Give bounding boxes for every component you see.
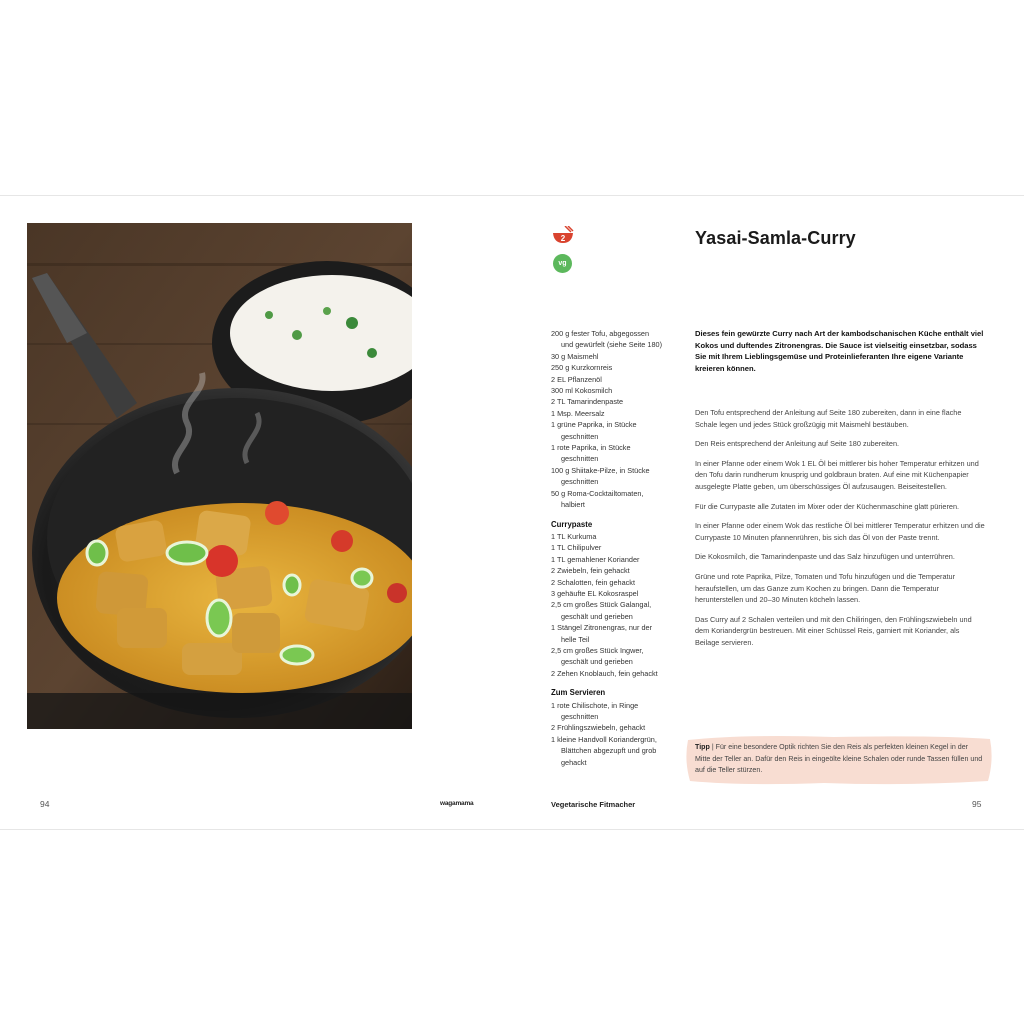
currypaste-heading: Currypaste: [551, 519, 593, 529]
vegan-badge-icon: vg: [553, 254, 572, 273]
ingredient-item: [551, 351, 676, 362]
ingredient-item: [551, 531, 676, 542]
ingredient-line: 1 TL Chilipulver: [551, 543, 602, 553]
recipe-step: Das Curry auf 2 Schalen verteilen und mit den Chiliringen, den Frühlingszwiebeln und dem Koriandergrün bestreuen. Mit einer Schüssel Reis, garniert mit Koriander, als Beilage servieren.: [695, 614, 972, 647]
ingredient-line: 2 TL Tamarindenpaste: [551, 397, 624, 407]
ingredient-item: [551, 565, 676, 576]
curry-photo: [27, 223, 412, 729]
ingredient-line: 2 Zwiebeln, fein gehackt: [551, 566, 630, 576]
ingredient-line-continued: geschnitten: [561, 454, 599, 464]
ingredient-line-continued: Blättchen abgezupft und grob gehackt: [561, 746, 657, 767]
ingredient-line: 2,5 cm großes Stück Galangal,: [551, 600, 652, 610]
tip-text: Für eine besondere Optik richten Sie den Reis als perfekten kleinen Kegel in der Mitte der Teller an. Dafür den Reis in eingeölte kleine Schalen oder runde Tassen füllen und auf die Teller stürzen.: [695, 743, 983, 775]
serving-heading: Zum Servieren: [551, 688, 606, 698]
ingredient-item: [551, 668, 676, 679]
ingredient-line: 1 kleine Handvoll Koriandergrün,: [551, 734, 657, 744]
curry-wok-image: [27, 223, 412, 729]
ingredients-currypaste: [551, 531, 676, 679]
ingredient-line: 1 Msp. Meersalz: [551, 408, 605, 418]
ingredient-line-continued: geschält und gerieben: [561, 611, 633, 621]
ingredient-item: [551, 622, 676, 645]
recipe-step: In einer Pfanne oder einem Wok 1 EL Öl bei mittlerer bis hoher Temperatur erhitzen und den Tofu darin rundherum knusprig und goldbraun braten. Auf eine mit Küchenpapier ausgelegte Platte geben, um überschüssiges Öl aufzusaugen. Beiseitestellen.: [695, 458, 979, 491]
ingredient-line-continued: helle Teil: [561, 634, 590, 644]
book-spread: [0, 195, 1024, 830]
tip-separator: |: [709, 743, 716, 751]
ingredient-line: 1 grüne Paprika, in Stücke: [551, 420, 637, 430]
recipe-title: Yasai-Samla-Curry: [695, 228, 856, 248]
ingredient-item: [551, 362, 676, 373]
ingredient-item: [551, 488, 676, 511]
ingredient-line: 50 g Roma-Cocktailtomaten,: [551, 488, 644, 498]
recipe-step: Den Reis entsprechend der Anleitung auf Seite 180 zubereiten.: [695, 439, 900, 449]
ingredient-line: 3 gehäufte EL Kokosraspel: [551, 588, 639, 598]
ingredients-main: [551, 328, 676, 511]
ingredient-line-continued: geschnitten: [561, 477, 599, 487]
ingredient-item: [551, 542, 676, 553]
recipe-step: Den Tofu entsprechend der Anleitung auf Seite 180 zubereiten, dann in eine flache Schale legen und jedes Stück großzügig mit Maismehl bestäuben.: [695, 408, 962, 429]
ingredient-item: [551, 374, 676, 385]
ingredient-line-continued: halbiert: [561, 500, 585, 510]
recipe-intro: Dieses fein gewürzte Curry nach Art der kambodschanischen Küche enthält viel Kokos und duftendes Zitronengras. Die Sauce ist vielseitig einsetzbar, sodass Sie mit Ihrem Lieblingsgemüse und Proteinlieferanten Ihre eigene Variante kreieren können.: [695, 329, 984, 373]
ingredient-item: [551, 442, 676, 465]
ingredient-line-continued: geschnitten: [561, 431, 599, 441]
ingredient-line: 300 ml Kokosmilch: [551, 386, 613, 396]
ingredient-line: 2 Zehen Knoblauch, fein gehackt: [551, 668, 658, 678]
tip-box: [684, 734, 994, 786]
chili-bowl-icon: [552, 226, 574, 244]
ingredient-item: [551, 734, 676, 768]
ingredient-line: 2,5 cm großes Stück Ingwer,: [551, 645, 644, 655]
ingredient-item: [551, 554, 676, 565]
ingredient-line: 30 g Maismehl: [551, 351, 599, 361]
ingredients-serving: [551, 700, 676, 768]
ingredient-item: [551, 722, 676, 733]
ingredient-line: 200 g fester Tofu, abgegossen: [551, 329, 650, 338]
ingredient-line: 2 Frühlingszwiebeln, gehackt: [551, 723, 646, 733]
ingredient-line: 1 rote Chilischote, in Ringe: [551, 700, 639, 710]
ingredient-line: 1 Stängel Zitronengras, nur der: [551, 623, 652, 633]
tip-text-block: [695, 742, 983, 777]
ingredient-item: [551, 328, 676, 351]
ingredient-line: 1 rote Paprika, in Stücke: [551, 443, 631, 453]
ingredient-list: [551, 328, 676, 768]
ingredient-line-continued: und gewürfelt (siehe Seite 180): [561, 340, 663, 350]
ingredient-item: [551, 465, 676, 488]
recipe-step: In einer Pfanne oder einem Wok das restliche Öl bei mittlerer Temperatur erhitzen und die Currypaste 10 Minuten pfannenrühren, bis sich das Öl von der Paste trennt.: [695, 521, 985, 542]
ingredient-item: [551, 645, 676, 668]
page-number-left: 94: [40, 799, 50, 809]
section-title: Vegetarische Fitmacher: [551, 800, 636, 809]
page-number-right: 95: [972, 799, 982, 809]
ingredient-line: 250 g Kurzkornreis: [551, 363, 613, 373]
ingredient-item: [551, 700, 676, 723]
ingredient-line: 100 g Shiitake-Pilze, in Stücke: [551, 465, 650, 475]
recipe-step: Grüne und rote Paprika, Pilze, Tomaten und Tofu hinzufügen und die Temperatur heraufstellen, um das Ganze zum Kochen zu bringen. Dann die Temperatur herunterstellen und 20–30 Minuten köcheln lassen.: [695, 571, 956, 605]
ingredient-item: [551, 396, 676, 407]
ingredient-line: 2 EL Pflanzenöl: [551, 374, 602, 384]
chili-level: 2: [560, 234, 566, 243]
ingredient-item: [551, 588, 676, 599]
recipe-step: Die Kokosmilch, die Tamarindenpaste und das Salz hinzufügen und unterrühren.: [695, 552, 955, 562]
brand-logo: wagamama: [440, 800, 474, 807]
ingredient-item: [551, 385, 676, 396]
ingredient-line: 1 TL Kurkuma: [551, 531, 597, 541]
tip-label: Tipp: [695, 743, 710, 751]
ingredient-line-continued: geschnitten: [561, 712, 599, 721]
ingredient-item: [551, 599, 676, 622]
ingredient-line-continued: geschält und gerieben: [561, 657, 633, 667]
ingredient-line: 2 Schalotten, fein gehackt: [551, 577, 635, 587]
recipe-step: Für die Currypaste alle Zutaten im Mixer oder der Küchenmaschine glatt pürieren.: [695, 501, 960, 511]
ingredient-item: [551, 408, 676, 419]
recipe-steps: [695, 407, 985, 657]
ingredient-item: [551, 419, 676, 442]
ingredient-item: [551, 577, 676, 588]
ingredient-line: 1 TL gemahlener Koriander: [551, 554, 640, 564]
